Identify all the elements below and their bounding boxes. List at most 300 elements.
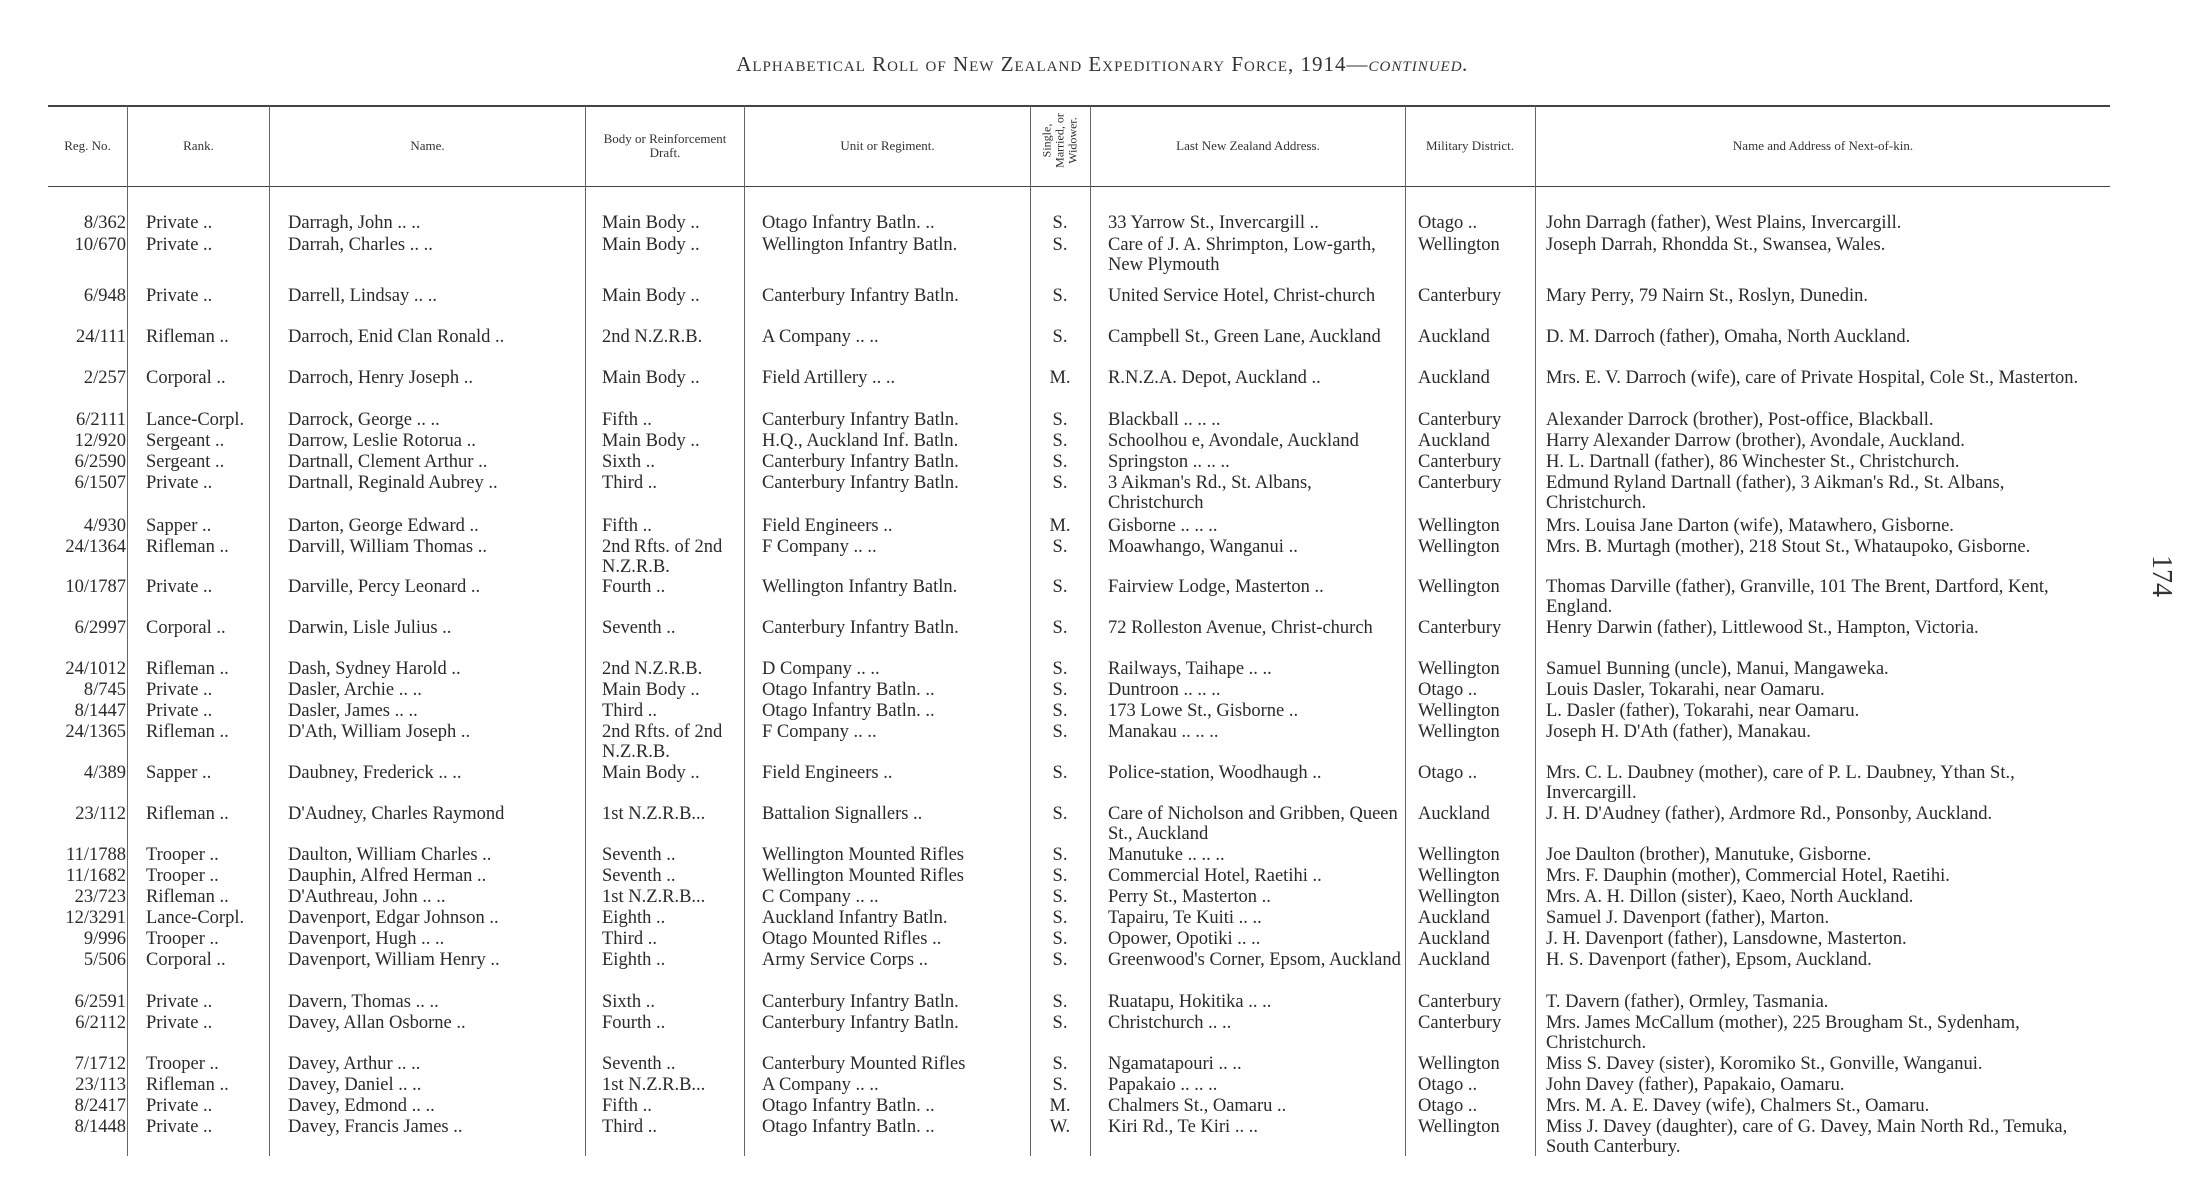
cell-kin: Thomas Darville (father), Granville, 101 The Brent, Dartford, Kent, England.	[1546, 577, 2049, 617]
cell-addr: 72 Rolleston Avenue, Christ-church	[1108, 618, 1373, 638]
cell-rank: Lance-Corpl.	[146, 908, 245, 928]
cell-name: Dartnall, Clement Arthur ..	[288, 452, 488, 472]
cell-reg: 12/3291	[65, 908, 126, 928]
cell-addr: Fairview Lodge, Masterton ..	[1108, 577, 1324, 597]
cell-dist: Wellington	[1418, 845, 1500, 865]
cell-unit: Otago Infantry Batln. ..	[762, 680, 935, 700]
cell-reg: 11/1788	[66, 845, 126, 865]
cell-unit: Canterbury Infantry Batln.	[762, 992, 959, 1012]
cell-unit: Otago Mounted Rifles ..	[762, 929, 942, 949]
cell-addr: Care of J. A. Shrimpton, Low-garth, New Plymouth	[1108, 235, 1376, 275]
table-row	[0, 368, 2205, 408]
cell-dist: Wellington	[1418, 235, 1500, 255]
cell-body: 1st N.Z.R.B...	[602, 1075, 706, 1095]
cell-reg: 8/2417	[74, 1096, 126, 1116]
cell-reg: 4/389	[83, 763, 126, 783]
header-address: Last New Zealand Address.	[1176, 138, 1320, 153]
cell-rank: Trooper ..	[146, 929, 219, 949]
header-reg-no: Reg. No.	[64, 138, 111, 153]
cell-unit: Canterbury Infantry Batln.	[762, 618, 959, 638]
cell-addr: Papakaio .. .. ..	[1108, 1075, 1218, 1095]
cell-ms: S.	[1052, 722, 1068, 742]
cell-rank: Sapper ..	[146, 516, 212, 536]
cell-reg: 6/948	[83, 286, 126, 306]
header-body-draft: Body or Reinforcement Draft.	[603, 131, 727, 160]
cell-kin: Samuel J. Davenport (father), Marton.	[1546, 908, 1830, 928]
cell-addr: Kiri Rd., Te Kiri .. ..	[1108, 1117, 1258, 1137]
cell-body: Sixth ..	[602, 992, 655, 1012]
cell-reg: 9/996	[83, 929, 126, 949]
cell-unit: Field Engineers ..	[762, 763, 893, 783]
cell-unit: Wellington Mounted Rifles	[762, 845, 964, 865]
cell-body: Eighth ..	[602, 950, 666, 970]
cell-reg: 24/111	[75, 327, 126, 347]
cell-reg: 24/1012	[65, 659, 126, 679]
cell-dist: Canterbury	[1418, 473, 1502, 493]
cell-addr: Tapairu, Te Kuiti .. ..	[1108, 908, 1262, 928]
cell-name: Darville, Percy Leonard ..	[288, 577, 481, 597]
cell-body: Eighth ..	[602, 908, 666, 928]
cell-dist: Canterbury	[1418, 1013, 1502, 1033]
cell-body: 2nd Rfts. of 2nd N.Z.R.B.	[602, 722, 723, 762]
cell-reg: 23/112	[75, 804, 126, 824]
cell-unit: Wellington Mounted Rifles	[762, 866, 964, 886]
cell-ms: S.	[1052, 866, 1068, 886]
cell-ms: S.	[1052, 452, 1068, 472]
cell-ms: S.	[1052, 845, 1068, 865]
cell-ms: S.	[1052, 887, 1068, 907]
cell-addr: Chalmers St., Oamaru ..	[1108, 1096, 1287, 1116]
cell-body: Main Body ..	[602, 213, 700, 233]
cell-body: 2nd N.Z.R.B.	[602, 327, 703, 347]
cell-ms: S.	[1052, 473, 1068, 493]
cell-rank: Rifleman ..	[146, 537, 229, 557]
cell-unit: Otago Infantry Batln. ..	[762, 1117, 935, 1137]
cell-dist: Auckland	[1418, 431, 1490, 451]
cell-name: Daulton, William Charles ..	[288, 845, 492, 865]
cell-ms: S.	[1052, 1013, 1068, 1033]
cell-body: 1st N.Z.R.B...	[602, 804, 706, 824]
cell-unit: Canterbury Infantry Batln.	[762, 473, 959, 493]
cell-dist: Auckland	[1418, 950, 1490, 970]
cell-reg: 8/1447	[74, 701, 126, 721]
cell-dist: Canterbury	[1418, 992, 1502, 1012]
page-title	[0, 52, 2205, 77]
cell-body: Fourth ..	[602, 1013, 666, 1033]
cell-ms: S.	[1052, 1054, 1068, 1074]
cell-ms: S.	[1052, 410, 1068, 430]
cell-kin: Joseph Darrah, Rhondda St., Swansea, Wales.	[1546, 235, 1886, 255]
cell-body: 2nd Rfts. of 2nd N.Z.R.B.	[602, 537, 723, 577]
cell-ms: S.	[1052, 537, 1068, 557]
cell-body: Fifth ..	[602, 1096, 652, 1116]
cell-dist: Otago ..	[1418, 1096, 1478, 1116]
cell-kin: Mrs. Louisa Jane Darton (wife), Matawhero, Gisborne.	[1546, 516, 1954, 536]
cell-name: Davenport, Edgar Johnson ..	[288, 908, 499, 928]
cell-dist: Auckland	[1418, 804, 1490, 824]
cell-addr: Manakau .. .. ..	[1108, 722, 1219, 742]
cell-rank: Private ..	[146, 235, 213, 255]
cell-addr: Springston .. .. ..	[1108, 452, 1230, 472]
cell-dist: Wellington	[1418, 701, 1500, 721]
cell-kin: Alexander Darrock (brother), Post-office, Blackball.	[1546, 410, 1934, 430]
cell-ms: S.	[1052, 659, 1068, 679]
cell-unit: A Company .. ..	[762, 1075, 879, 1095]
cell-dist: Wellington	[1418, 537, 1500, 557]
cell-addr: Greenwood's Corner, Epsom, Auckland	[1108, 950, 1401, 970]
cell-ms: S.	[1052, 577, 1068, 597]
cell-body: Main Body ..	[602, 763, 700, 783]
cell-addr: Christchurch .. ..	[1108, 1013, 1232, 1033]
cell-addr: Perry St., Masterton ..	[1108, 887, 1271, 907]
cell-dist: Canterbury	[1418, 410, 1502, 430]
cell-reg: 24/1364	[65, 537, 126, 557]
cell-kin: J. H. Davenport (father), Lansdowne, Masterton.	[1546, 929, 1907, 949]
cell-ms: S.	[1052, 1075, 1068, 1095]
cell-dist: Wellington	[1418, 1117, 1500, 1137]
cell-rank: Rifleman ..	[146, 804, 229, 824]
cell-name: D'Ath, William Joseph ..	[288, 722, 471, 742]
cell-dist: Wellington	[1418, 577, 1500, 597]
cell-unit: Canterbury Mounted Rifles	[762, 1054, 966, 1074]
cell-ms: S.	[1052, 213, 1068, 233]
cell-name: D'Authreau, John .. ..	[288, 887, 446, 907]
cell-kin: Edmund Ryland Dartnall (father), 3 Aikman's Rd., St. Albans, Christchurch.	[1546, 473, 2005, 513]
table-row	[0, 577, 2205, 617]
cell-ms: S.	[1052, 992, 1068, 1012]
cell-addr: 173 Lowe St., Gisborne ..	[1108, 701, 1299, 721]
cell-addr: Gisborne .. .. ..	[1108, 516, 1218, 536]
table-row	[0, 618, 2205, 658]
table-row	[0, 286, 2205, 326]
cell-kin: Mary Perry, 79 Nairn St., Roslyn, Dunedin.	[1546, 286, 1869, 306]
table-row	[0, 763, 2205, 803]
cell-name: Daubney, Frederick .. ..	[288, 763, 462, 783]
cell-reg: 23/113	[75, 1075, 126, 1095]
cell-unit: Wellington Infantry Batln.	[762, 235, 958, 255]
cell-rank: Trooper ..	[146, 845, 219, 865]
cell-rank: Sergeant ..	[146, 452, 225, 472]
cell-rank: Private ..	[146, 473, 213, 493]
cell-ms: M.	[1049, 516, 1071, 536]
header-marital-status: Single, Married, or Widower.	[1039, 112, 1080, 168]
table-row	[0, 1013, 2205, 1053]
cell-reg: 6/2590	[74, 452, 126, 472]
cell-kin: John Davey (father), Papakaio, Oamaru.	[1546, 1075, 1845, 1095]
cell-body: Main Body ..	[602, 235, 700, 255]
cell-reg: 11/1682	[66, 866, 126, 886]
cell-unit: F Company .. ..	[762, 722, 877, 742]
cell-dist: Auckland	[1418, 327, 1490, 347]
cell-dist: Wellington	[1418, 722, 1500, 742]
cell-kin: T. Davern (father), Ormley, Tasmania.	[1546, 992, 1829, 1012]
table-row	[0, 722, 2205, 762]
cell-name: Davey, Francis James ..	[288, 1117, 463, 1137]
cell-rank: Corporal ..	[146, 950, 226, 970]
cell-name: Davey, Allan Osborne ..	[288, 1013, 466, 1033]
cell-reg: 12/920	[74, 431, 126, 451]
cell-body: Main Body ..	[602, 368, 700, 388]
cell-name: Dash, Sydney Harold ..	[288, 659, 461, 679]
cell-unit: Field Engineers ..	[762, 516, 893, 536]
cell-kin: Louis Dasler, Tokarahi, near Oamaru.	[1546, 680, 1825, 700]
cell-name: Davenport, Hugh .. ..	[288, 929, 445, 949]
cell-ms: S.	[1052, 908, 1068, 928]
cell-dist: Canterbury	[1418, 286, 1502, 306]
cell-body: Sixth ..	[602, 452, 655, 472]
cell-ms: S.	[1052, 286, 1068, 306]
cell-name: Dauphin, Alfred Herman ..	[288, 866, 487, 886]
cell-addr: Care of Nicholson and Gribben, Queen St., Auckland	[1108, 804, 1398, 844]
cell-ms: S.	[1052, 929, 1068, 949]
table-row	[0, 537, 2205, 577]
header-rank: Rank.	[183, 138, 214, 153]
cell-kin: Joseph H. D'Ath (father), Manakau.	[1546, 722, 1811, 742]
cell-addr: United Service Hotel, Christ-church	[1108, 286, 1376, 306]
cell-name: Dasler, Archie .. ..	[288, 680, 422, 700]
cell-body: Fifth ..	[602, 516, 652, 536]
cell-kin: L. Dasler (father), Tokarahi, near Oamaru.	[1546, 701, 1860, 721]
cell-dist: Wellington	[1418, 659, 1500, 679]
cell-unit: Otago Infantry Batln. ..	[762, 701, 935, 721]
cell-rank: Lance-Corpl.	[146, 410, 245, 430]
cell-reg: 6/2997	[74, 618, 126, 638]
cell-name: D'Audney, Charles Raymond	[288, 804, 505, 824]
cell-rank: Trooper ..	[146, 866, 219, 886]
cell-unit: Wellington Infantry Batln.	[762, 577, 958, 597]
cell-reg: 8/362	[83, 213, 126, 233]
cell-name: Davern, Thomas .. ..	[288, 992, 439, 1012]
cell-reg: 5/506	[83, 950, 126, 970]
cell-name: Darwin, Lisle Julius ..	[288, 618, 452, 638]
cell-body: Fourth ..	[602, 577, 666, 597]
cell-unit: Canterbury Infantry Batln.	[762, 1013, 959, 1033]
cell-unit: Battalion Signallers ..	[762, 804, 923, 824]
cell-unit: Canterbury Infantry Batln.	[762, 286, 959, 306]
cell-rank: Sapper ..	[146, 763, 212, 783]
cell-addr: Ngamatapouri .. ..	[1108, 1054, 1242, 1074]
cell-rank: Private ..	[146, 1096, 213, 1116]
cell-name: Darrock, George .. ..	[288, 410, 440, 430]
cell-dist: Canterbury	[1418, 618, 1502, 638]
cell-addr: Blackball .. .. ..	[1108, 410, 1221, 430]
cell-body: Third ..	[602, 1117, 657, 1137]
cell-ms: S.	[1052, 950, 1068, 970]
table-row	[0, 327, 2205, 367]
cell-unit: Auckland Infantry Batln.	[762, 908, 948, 928]
cell-rank: Private ..	[146, 286, 213, 306]
cell-kin: H. S. Davenport (father), Epsom, Auckland.	[1546, 950, 1872, 970]
cell-ms: S.	[1052, 431, 1068, 451]
cell-unit: A Company .. ..	[762, 327, 879, 347]
cell-kin: Mrs. F. Dauphin (mother), Commercial Hotel, Raetihi.	[1546, 866, 1950, 886]
cell-rank: Private ..	[146, 680, 213, 700]
cell-kin: John Darragh (father), West Plains, Invercargill.	[1546, 213, 1902, 233]
cell-body: Seventh ..	[602, 845, 676, 865]
cell-kin: Samuel Bunning (uncle), Manui, Mangaweka.	[1546, 659, 1889, 679]
header-unit: Unit or Regiment.	[840, 138, 935, 153]
cell-dist: Wellington	[1418, 866, 1500, 886]
cell-name: Darrow, Leslie Rotorua ..	[288, 431, 476, 451]
cell-dist: Otago ..	[1418, 213, 1478, 233]
title-main: Alphabetical Roll of New Zealand Expeditionary Force, 1914—	[736, 52, 1369, 76]
cell-addr: Railways, Taihape .. ..	[1108, 659, 1272, 679]
cell-unit: C Company .. ..	[762, 887, 879, 907]
cell-addr: Police-station, Woodhaugh ..	[1108, 763, 1322, 783]
cell-name: Darragh, John .. ..	[288, 213, 421, 233]
cell-reg: 6/2591	[74, 992, 126, 1012]
cell-dist: Otago ..	[1418, 680, 1478, 700]
cell-dist: Auckland	[1418, 368, 1490, 388]
cell-unit: Canterbury Infantry Batln.	[762, 452, 959, 472]
cell-unit: Field Artillery .. ..	[762, 368, 896, 388]
header-district: Military District.	[1425, 138, 1515, 153]
cell-kin: Mrs. A. H. Dillon (sister), Kaeo, North Auckland.	[1546, 887, 1914, 907]
cell-dist: Otago ..	[1418, 763, 1478, 783]
table-row	[0, 235, 2205, 275]
cell-reg: 24/1365	[65, 722, 126, 742]
cell-ms: M.	[1049, 1096, 1071, 1116]
cell-ms: S.	[1052, 327, 1068, 347]
cell-name: Darroch, Enid Clan Ronald ..	[288, 327, 505, 347]
cell-kin: Joe Daulton (brother), Manutuke, Gisborne.	[1546, 845, 1872, 865]
cell-rank: Rifleman ..	[146, 327, 229, 347]
cell-body: Fifth ..	[602, 410, 652, 430]
cell-body: Third ..	[602, 929, 657, 949]
cell-body: Seventh ..	[602, 618, 676, 638]
cell-ms: S.	[1052, 763, 1068, 783]
cell-reg: 4/930	[83, 516, 126, 536]
cell-reg: 10/670	[74, 235, 126, 255]
cell-addr: Moawhango, Wanganui ..	[1108, 537, 1298, 557]
cell-dist: Canterbury	[1418, 452, 1502, 472]
cell-ms: S.	[1052, 680, 1068, 700]
cell-unit: Otago Infantry Batln. ..	[762, 1096, 935, 1116]
cell-ms: W.	[1049, 1117, 1071, 1137]
cell-dist: Otago ..	[1418, 1075, 1478, 1095]
cell-name: Davey, Daniel .. ..	[288, 1075, 422, 1095]
cell-dist: Wellington	[1418, 887, 1500, 907]
cell-rank: Trooper ..	[146, 1054, 219, 1074]
cell-reg: 8/1448	[74, 1117, 126, 1137]
cell-addr: 33 Yarrow St., Invercargill ..	[1108, 213, 1319, 233]
cell-name: Darrell, Lindsay .. ..	[288, 286, 437, 306]
cell-body: 1st N.Z.R.B...	[602, 887, 706, 907]
cell-body: Main Body ..	[602, 680, 700, 700]
cell-rank: Private ..	[146, 577, 213, 597]
cell-reg: 6/2112	[75, 1013, 126, 1033]
cell-reg: 8/745	[83, 680, 126, 700]
cell-ms: S.	[1052, 618, 1068, 638]
cell-kin: J. H. D'Audney (father), Ardmore Rd., Ponsonby, Auckland.	[1546, 804, 1993, 824]
cell-addr: Commercial Hotel, Raetihi ..	[1108, 866, 1322, 886]
cell-kin: Mrs. M. A. E. Davey (wife), Chalmers St., Oamaru.	[1546, 1096, 1930, 1116]
cell-dist: Auckland	[1418, 908, 1490, 928]
cell-name: Davey, Arthur .. ..	[288, 1054, 421, 1074]
cell-addr: Ruatapu, Hokitika .. ..	[1108, 992, 1272, 1012]
cell-unit: D Company .. ..	[762, 659, 880, 679]
cell-ms: S.	[1052, 804, 1068, 824]
cell-name: Darrah, Charles .. ..	[288, 235, 433, 255]
table-row	[0, 950, 2205, 990]
cell-name: Darton, George Edward ..	[288, 516, 479, 536]
cell-addr: Campbell St., Green Lane, Auckland	[1108, 327, 1381, 347]
cell-reg: 2/257	[83, 368, 126, 388]
cell-kin: Harry Alexander Darrow (brother), Avondale, Auckland.	[1546, 431, 1965, 451]
cell-kin: Henry Darwin (father), Littlewood St., Hampton, Victoria.	[1546, 618, 1979, 638]
cell-kin: H. L. Dartnall (father), 86 Winchester St., Christchurch.	[1546, 452, 1960, 472]
cell-ms: S.	[1052, 701, 1068, 721]
cell-name: Darvill, William Thomas ..	[288, 537, 487, 557]
cell-body: Third ..	[602, 473, 657, 493]
cell-unit: Canterbury Infantry Batln.	[762, 410, 959, 430]
header-next-of-kin: Name and Address of Next-of-kin.	[1732, 138, 1914, 153]
cell-ms: M.	[1049, 368, 1071, 388]
cell-reg: 10/1787	[65, 577, 126, 597]
cell-dist: Wellington	[1418, 516, 1500, 536]
cell-rank: Private ..	[146, 213, 213, 233]
title-continued: continued.	[1368, 52, 1469, 76]
cell-rank: Corporal ..	[146, 368, 226, 388]
cell-reg: 7/1712	[74, 1054, 126, 1074]
cell-addr: 3 Aikman's Rd., St. Albans, Christchurch	[1108, 473, 1312, 513]
cell-reg: 23/723	[74, 887, 126, 907]
cell-addr: Duntroon .. .. ..	[1108, 680, 1221, 700]
cell-name: Darroch, Henry Joseph ..	[288, 368, 473, 388]
cell-kin: D. M. Darroch (father), Omaha, North Auckland.	[1546, 327, 1911, 347]
cell-dist: Wellington	[1418, 1054, 1500, 1074]
header-name: Name.	[410, 138, 445, 153]
cell-rank: Private ..	[146, 992, 213, 1012]
cell-kin: Mrs. B. Murtagh (mother), 218 Stout St., Whataupoko, Gisborne.	[1546, 537, 2031, 557]
cell-rank: Corporal ..	[146, 618, 226, 638]
cell-dist: Auckland	[1418, 929, 1490, 949]
cell-body: 2nd N.Z.R.B.	[602, 659, 703, 679]
cell-rank: Rifleman ..	[146, 1075, 229, 1095]
cell-rank: Private ..	[146, 701, 213, 721]
cell-body: Main Body ..	[602, 286, 700, 306]
cell-rank: Private ..	[146, 1013, 213, 1033]
cell-unit: F Company .. ..	[762, 537, 877, 557]
cell-unit: Otago Infantry Batln. ..	[762, 213, 935, 233]
cell-name: Dartnall, Reginald Aubrey ..	[288, 473, 498, 493]
cell-rank: Rifleman ..	[146, 722, 229, 742]
cell-body: Seventh ..	[602, 866, 676, 886]
cell-ms: S.	[1052, 235, 1068, 255]
cell-kin: Miss J. Davey (daughter), care of G. Davey, Main North Rd., Temuka, South Canterbury.	[1546, 1117, 2068, 1157]
cell-name: Davey, Edmond .. ..	[288, 1096, 435, 1116]
cell-name: Dasler, James .. ..	[288, 701, 418, 721]
table-row	[0, 473, 2205, 513]
cell-rank: Sergeant ..	[146, 431, 225, 451]
cell-kin: Mrs. C. L. Daubney (mother), care of P. L. Daubney, Ythan St., Invercargill.	[1546, 763, 2015, 803]
cell-unit: H.Q., Auckland Inf. Batln.	[762, 431, 959, 451]
cell-rank: Rifleman ..	[146, 887, 229, 907]
cell-unit: Army Service Corps ..	[762, 950, 928, 970]
table-row	[0, 804, 2205, 844]
cell-rank: Rifleman ..	[146, 659, 229, 679]
cell-rank: Private ..	[146, 1117, 213, 1137]
cell-body: Main Body ..	[602, 431, 700, 451]
page-number: 174	[2146, 555, 2177, 597]
cell-kin: Mrs. James McCallum (mother), 225 Brougham St., Sydenham, Christchurch.	[1546, 1013, 2020, 1053]
cell-reg: 6/1507	[74, 473, 126, 493]
cell-addr: Opower, Opotiki .. ..	[1108, 929, 1261, 949]
cell-addr: Schoolhou e, Avondale, Auckland	[1108, 431, 1359, 451]
cell-reg: 6/2111	[75, 410, 126, 430]
cell-kin: Miss S. Davey (sister), Koromiko St., Gonville, Wanganui.	[1546, 1054, 1983, 1074]
cell-addr: R.N.Z.A. Depot, Auckland ..	[1108, 368, 1321, 388]
